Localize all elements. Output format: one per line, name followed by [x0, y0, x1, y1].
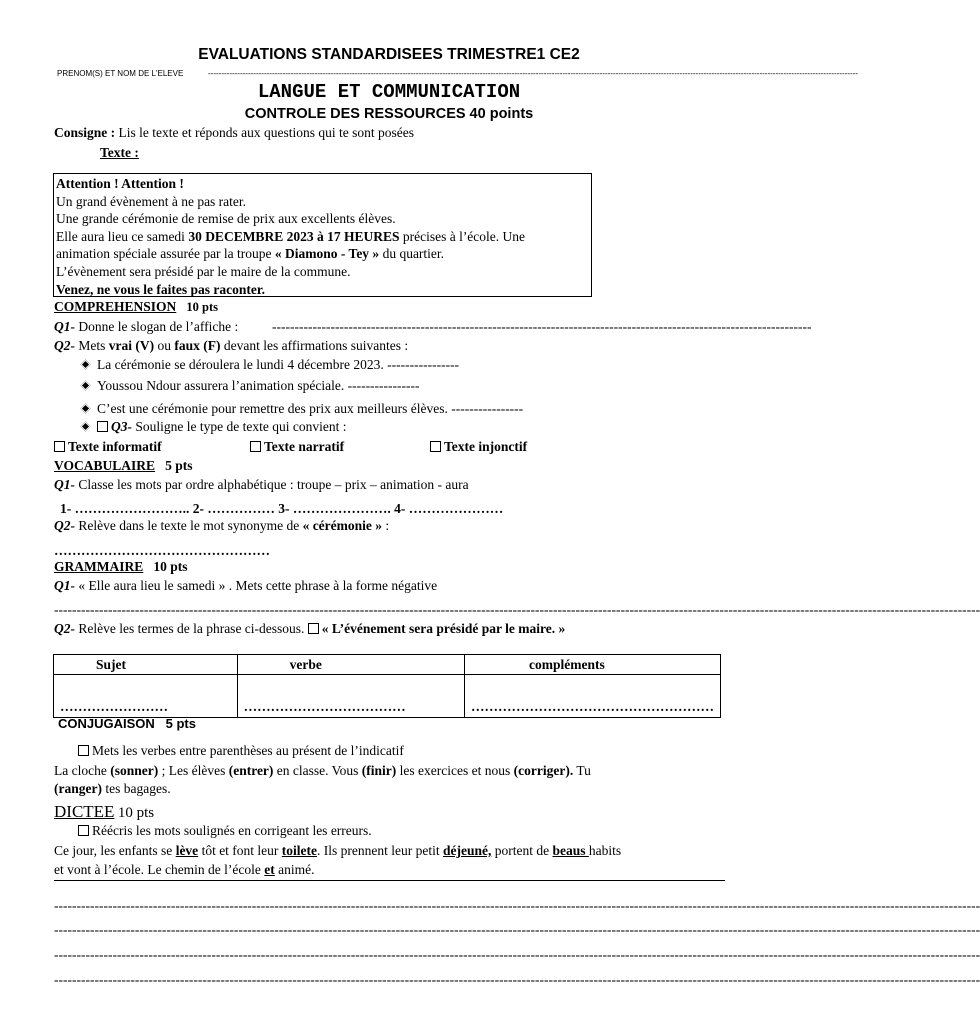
dictation-text-line-2: et vont à l’école. Le chemin de l’école et animé.: [54, 862, 315, 877]
poster-line: Un grand évènement à ne pas rater.: [56, 193, 247, 209]
student-name-label: PRENOM(S) ET NOM DE L'ELEVE: [57, 69, 184, 78]
poster-line: Attention ! Attention !: [56, 176, 184, 191]
conjugation-sentence-2: (ranger) tes bagages.: [54, 781, 171, 796]
bullet-diamond-icon: [81, 381, 91, 391]
bullet-diamond-icon: [81, 422, 91, 432]
affirmation-item: C’est une cérémonie pour remettre des prix aux meilleurs élèves. ----------------: [80, 401, 523, 417]
alphabetical-order-answers[interactable]: 1- …………………….. 2- …………… 3- …………………. 4- …………………: [60, 501, 504, 516]
synonym-answer[interactable]: …………………………………………: [54, 543, 270, 558]
poster-text-box: [53, 173, 592, 297]
question-q1: Q1- Donne le slogan de l’affiche :: [54, 319, 239, 334]
affirmation-item: La cérémonie se déroulera le lundi 4 décembre 2023. ----------------: [80, 357, 459, 373]
answer-cell-verbe[interactable]: ………………………………: [237, 675, 464, 718]
poster-line: Elle aura lieu ce samedi 30 DECEMBRE 2023 à 17 HEURES précises à l’école. Une: [56, 228, 526, 244]
section-grammaire: GRAMMAIRE 10 pts: [54, 559, 188, 574]
answer-line[interactable]: --------------------------------------------------------------------------------------------------------------------------------------------------------------------------------------------------------------: [54, 922, 980, 937]
subject-title: LANGUE ET COMMUNICATION: [257, 81, 521, 103]
column-header-complements: compléments: [465, 655, 721, 675]
answer-cell-sujet[interactable]: ……………………: [54, 675, 238, 718]
column-header-sujet: Sujet: [54, 655, 238, 675]
conjugation-instruction: Mets les verbes entre parenthèses au présent de l’indicatif: [78, 743, 404, 759]
section-dictee: DICTEE 10 pts: [54, 802, 155, 821]
grammar-q2: Q2- Relève les termes de la phrase ci-dessous. « L’événement sera présidé par le maire. »: [54, 621, 566, 636]
dictation-instruction: Réécris les mots soulignés en corrigeant les erreurs.: [78, 823, 372, 839]
answer-line[interactable]: --------------------------------------------------------------------------------------------------------------------------------------------------------------------------------------------------------------: [54, 972, 980, 987]
pointer-icon: [308, 623, 319, 634]
question-q2: Q2- Mets vrai (V) ou faux (F) devant les affirmations suivantes :: [54, 338, 409, 353]
choice-texte-narratif[interactable]: Texte narratif: [250, 439, 344, 455]
section-conjugaison: CONJUGAISON 5 pts: [58, 716, 196, 731]
texte-label: Texte :: [100, 145, 139, 160]
poster-line: L’évènement sera présidé par le maire de la commune.: [56, 263, 351, 279]
section-vocabulaire: VOCABULAIRE 5 pts: [54, 458, 193, 473]
divider: [54, 880, 725, 881]
answer-cell-complements[interactable]: ………………………………………………: [465, 675, 721, 718]
affirmation-item: Youssou Ndour assurera l’animation spéciale. ----------------: [80, 378, 420, 394]
grammar-q1: Q1- « Elle aura lieu le samedi » . Mets cette phrase à la forme négative: [54, 578, 438, 593]
poster-line: Venez, ne vous le faites pas raconter.: [56, 281, 265, 297]
sentence-analysis-table: [53, 654, 721, 718]
answer-line[interactable]: --------------------------------------------------------------------------------------------------------------------------------------------------------------------------------------------------------------: [54, 947, 980, 962]
poster-line: animation spéciale assurée par la troupe « Diamono - Tey » du quartier.: [56, 246, 445, 262]
pointer-icon: [78, 825, 89, 836]
checkbox-icon[interactable]: [250, 441, 261, 452]
choice-texte-injonctif[interactable]: Texte injonctif: [430, 439, 527, 455]
question-q3: Q3- Souligne le type de texte qui convient :: [80, 419, 346, 435]
student-name-field[interactable]: ----------------------------------------------------------------------------------------------------------------------------------------------------------------------------------------------------------------------------------------------------: [208, 69, 859, 78]
pointer-icon: [78, 745, 89, 756]
section-comprehension: COMPREHENSION 10 pts: [54, 299, 218, 314]
pointer-icon: [97, 421, 108, 432]
bullet-diamond-icon: [81, 404, 91, 414]
consigne: Consigne : Lis le texte et réponds aux questions qui te sont posées: [54, 125, 414, 140]
choice-texte-informatif[interactable]: Texte informatif: [54, 439, 162, 455]
checkbox-icon[interactable]: [430, 441, 441, 452]
answer-line[interactable]: ------------------------------------------------------------------------------------------------------------------------: [272, 319, 812, 334]
poster-line: Une grande cérémonie de remise de prix aux excellents élèves.: [56, 211, 396, 227]
control-title: CONTROLE DES RESSOURCES 40 points: [244, 106, 534, 122]
column-header-verbe: verbe: [237, 655, 464, 675]
answer-line[interactable]: --------------------------------------------------------------------------------------------------------------------------------------------------------------------------------------------------------------: [54, 898, 980, 913]
vocab-q1: Q1- Classe les mots par ordre alphabétique : troupe – prix – animation - aura: [54, 477, 469, 492]
vocab-q2: Q2- Relève dans le texte le mot synonyme de « cérémonie » :: [54, 518, 390, 533]
bullet-diamond-icon: [81, 360, 91, 370]
answer-line[interactable]: --------------------------------------------------------------------------------------------------------------------------------------------------------------------------------------------------------------: [54, 602, 980, 617]
page-title: EVALUATIONS STANDARDISEES TRIMESTRE1 CE2: [198, 46, 580, 63]
dictation-text-line-1: Ce jour, les enfants se lève tôt et font leur toilete. Ils prennent leur petit déjeuné, portent de beaus habits: [54, 843, 622, 858]
checkbox-icon[interactable]: [54, 441, 65, 452]
conjugation-sentence-1: La cloche (sonner) ; Les élèves (entrer) en classe. Vous (finir) les exercices et nous (corriger). Tu: [54, 763, 591, 778]
